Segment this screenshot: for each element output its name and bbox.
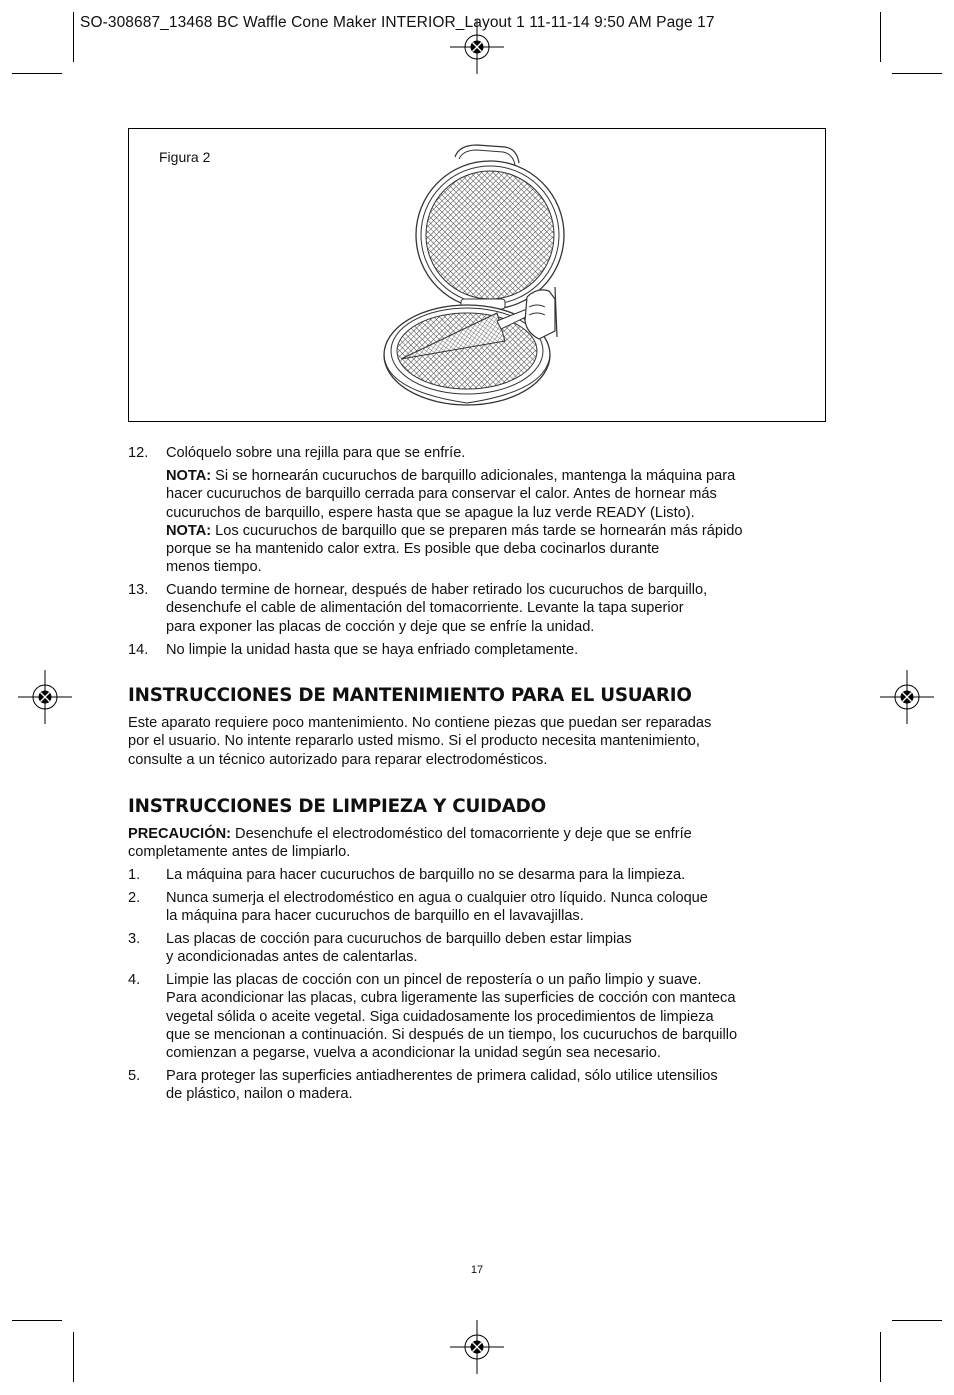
figure-label: Figura 2 <box>159 149 211 165</box>
note <box>166 467 826 577</box>
step-number: 2. <box>128 890 141 906</box>
crop-mark <box>73 1332 74 1382</box>
note-label: NOTA: <box>166 522 212 539</box>
crop-mark <box>12 73 62 74</box>
step-number: 12. <box>128 445 149 461</box>
step-number: 13. <box>128 582 149 598</box>
section-heading: INSTRUCCIONES DE MANTENIMIENTO PARA EL USUARIO <box>128 685 692 706</box>
step-text: No limpie la unidad hasta que se haya enfriado completamente. <box>166 642 579 658</box>
note-label: NOTA: <box>166 468 212 484</box>
registration-mark-icon <box>880 670 934 724</box>
caution-paragraph: PRECAUCIÓN: Desenchufe el electrodoméstico del tomacorriente y deje que se enfríe completamente antes de limpiarlo. <box>128 826 692 861</box>
step-text: Colóquelo sobre una rejilla para que se enfríe. <box>166 445 466 461</box>
crop-mark <box>892 73 942 74</box>
note-line: NOTA: Los cucuruchos de barquillo que se preparen más tarde se hornearán más rápido <box>166 522 743 539</box>
print-slug: SO-308687_13468 BC Waffle Cone Maker INTERIOR_Layout 1 11-11-14 9:50 AM Page 17 <box>80 14 715 31</box>
note-line: hacer cucuruchos de barquillo cerrada para conservar el calor. Antes de hornear más <box>166 486 717 503</box>
registration-mark-icon <box>450 1320 504 1374</box>
note-line: porque se ha mantenido calor extra. Es posible que deba cocinarlos durante <box>166 541 660 558</box>
section-heading: INSTRUCCIONES DE LIMPIEZA Y CUIDADO <box>128 796 546 817</box>
section-paragraph: Este aparato requiere poco mantenimiento. No contiene piezas que puedan ser reparadas por el usuario. No intente repararlo usted mismo. Si el producto necesita mantenimiento, consulte a un técnico autorizado para reparar electrodomésticos. <box>128 715 712 768</box>
caution-label: PRECAUCIÓN: <box>128 826 231 842</box>
crop-mark <box>880 12 881 62</box>
step-number: 4. <box>128 972 141 988</box>
crop-mark <box>73 12 74 62</box>
note-line: cucuruchos de barquillo, espere hasta que se apague la luz verde READY (Listo). <box>166 504 695 521</box>
crop-mark <box>880 1332 881 1382</box>
figure-box <box>128 128 826 422</box>
step-number: 3. <box>128 931 141 947</box>
note-line: menos tiempo. <box>166 559 262 576</box>
step-text: Cuando termine de hornear, después de haber retirado los cucuruchos de barquillo, desenchufe el cable de alimentación del tomacorriente. Levante la tapa superior para exponer las placas de cocción y deje que se enfríe la unidad. <box>166 582 708 635</box>
step-text: La máquina para hacer cucuruchos de barquillo no se desarma para la limpieza. <box>166 867 686 883</box>
step-number: 14. <box>128 642 149 658</box>
crop-mark <box>892 1320 942 1321</box>
step-number: 1. <box>128 867 141 883</box>
step-text: Nunca sumerja el electrodoméstico en agua o cualquier otro líquido. Nunca coloque la máquina para hacer cucuruchos de barquillo en el lavavajillas. <box>166 890 708 925</box>
note-line: NOTA: Si se hornearán cucuruchos de barquillo adicionales, mantenga la máquina para <box>166 468 736 484</box>
waffle-cone-maker-illustration <box>377 141 577 409</box>
registration-mark-icon <box>18 670 72 724</box>
step-text: Las placas de cocción para cucuruchos de barquillo deben estar limpias y acondicionadas antes de calentarlas. <box>166 931 632 966</box>
step-number: 5. <box>128 1068 141 1084</box>
crop-mark <box>12 1320 62 1321</box>
page-number: 17 <box>470 1264 484 1276</box>
step-text: Limpie las placas de cocción con un pincel de repostería o un paño limpio y suave. Para acondicionar las placas, cubra ligeramente las superficies de cocción con manteca vegetal sólida o aceite vegetal. Siga cuidadosamente los procedimientos de limpieza que se mencionan a continuación. Si después de un tiempo, los cucuruchos de barquillo comienzan a pegarse, vuelva a acondicionar la unidad según sea necesario. <box>166 972 738 1062</box>
step-text: Para proteger las superficies antiadherentes de primera calidad, sólo utilice utensilios de plástico, nailon o madera. <box>166 1068 718 1103</box>
